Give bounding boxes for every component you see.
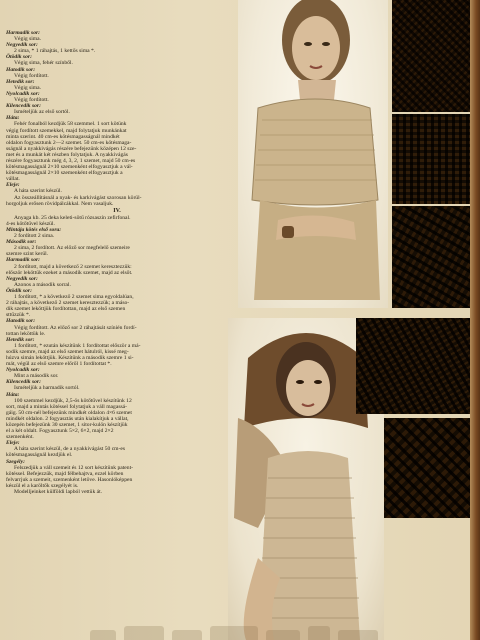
text-line: A háta szerint készül, de a nyakkivágást 50 cm-es: [14, 446, 126, 453]
text-line: Felszedjük a váll szemeit és 12 sort készítünk patent-: [14, 464, 133, 471]
section-heading: Kilencedik sor:: [6, 103, 41, 110]
text-line: horgoljuk erősen rövidpálcákkal. Nem vasaljuk.: [6, 200, 114, 207]
text-line: kötésmagasságnál 2×10 szemenként elfogyasztjuk a vál-: [6, 164, 133, 171]
text-line: dik szemet leköttjük fordítottan, majd az első szemen: [6, 306, 126, 313]
text-line: Ismételjük a harmadik sortól.: [14, 385, 80, 392]
text-line: szemenként.: [6, 434, 34, 441]
text-line: Modelljeinket külföldi lapból vettük át.: [14, 489, 103, 496]
text-line: végig fordított szemekkel, majd folytatjuk munkánkat: [6, 127, 127, 134]
pattern-text-column: [6, 30, 228, 635]
knit-swatch-1: [392, 0, 470, 112]
text-line: kötéssel. Befejezzük, majd félbehajtva, ezzel körben: [6, 470, 124, 477]
section-heading: Ötödik sor:: [6, 54, 32, 61]
section-heading: Szegély:: [6, 458, 25, 465]
text-line: Végig sima, fehér színből.: [14, 60, 73, 67]
text-line: sort, majd a mintás kötéssel folytatjuk a váll magassá-: [6, 403, 128, 410]
text-line: Az összeállításnál a nyak- és karkivágást szorosan körül-: [14, 194, 142, 201]
section-heading: Második sor:: [6, 239, 37, 246]
text-line: tottan leköttük le.: [6, 330, 46, 337]
text-line: Azonos a második sorral.: [14, 281, 71, 288]
text-line: közepén befejezünk 30 szemet, 1 sitor-kulön készítjük: [6, 422, 128, 428]
text-line: oldalon fogyasztunk 2—2 szemet. 50 cm-es kötésmaga-: [6, 139, 132, 146]
text-line: Anyaga kb. 25 deka keleti-sötű rózsaszín zefirfonal.: [14, 214, 131, 221]
text-line: el a két oldalt. Fogyasztunk 5×2, 6×2, majd 2×2: [6, 428, 114, 435]
section-heading: Háta:: [6, 115, 20, 122]
text-line: sodik szemre, majd az első szemet hátulról, kissé meg-: [6, 348, 129, 355]
text-line: Ismételjük az első sortól.: [14, 109, 70, 116]
section-heading: Mintája kötés első sora:: [6, 227, 62, 233]
text-line: 100 szemmel kezdjük, 2,5-ös kötőtűvel készítünk 12: [14, 397, 132, 404]
knit-swatch-5: [384, 418, 470, 518]
text-line: Végig fordított. Az előző sor 2 ráhajtását színién fordí-: [14, 324, 137, 331]
text-line: 2 ráhajtás, a következő 2 szemet keresztezzük; a máso-: [6, 300, 130, 307]
watermark: [0, 622, 472, 640]
text-line: részére fogyasztunk még 4, 3, 2, 1 szemet, majd 50 cm-es: [6, 157, 136, 164]
section-heading: Nyolcadik sor:: [6, 367, 40, 374]
section-heading: Ötödik sor:: [6, 287, 32, 294]
section-heading: Nyolcadik sor:: [6, 90, 40, 97]
model-illustration-top: [238, 0, 388, 308]
text-line: 4-es kötőtűvel készül.: [6, 220, 55, 227]
knit-swatch-2: [392, 114, 470, 204]
text-line: felvarrjuk a szemeit, szemenként letöve. Hasonlóképpen: [6, 476, 133, 483]
text-line: 1 fordított, * a következő 2 szemet sima egyoldalúan,: [14, 294, 134, 301]
text-line: Végig sima.: [14, 84, 42, 91]
section-heading: Kilencedik sor:: [6, 379, 41, 386]
text-line: sságnál a nyakkivágás részére befejezünk középen 12 sze-: [6, 145, 137, 152]
text-line: sttűzzük *.: [6, 312, 31, 319]
text-line: A háta szerint készül.: [14, 188, 62, 195]
text-line: met és a munkát két részben folytatjuk. A nyakkivágás: [6, 151, 128, 158]
text-line: 2 sima, 2 fordított. Az előző sor megfelelő szemeire: [14, 245, 130, 252]
text-line: kötésmagasságnál kezdjük el.: [6, 452, 73, 459]
text-line: Mint a második sor.: [14, 373, 59, 380]
model-photo-top: [238, 0, 388, 308]
text-line: 2 fordított, majd a következő 2 szemet keresztezzük:: [14, 263, 132, 270]
text-line: vállat.: [6, 176, 20, 183]
text-line: gáig. 50 cm-nél befejezünk mindkét oldalon 4×6 szemet: [6, 409, 132, 416]
text-line: Végig sima.: [14, 36, 42, 43]
text-line: Fehér fonalból kezdjük 58 szemmel. 1 sort kötünk: [14, 121, 127, 128]
section-heading: Negyedik sor:: [6, 42, 38, 49]
text-line: Végig fordított.: [14, 72, 49, 79]
text-line: mindkét oldalon. 2 fogyasztás után kialakítjuk a vállat,: [6, 415, 129, 422]
text-line: 2 fordított 2 sima.: [14, 233, 55, 240]
section-heading: Hetedik sor:: [6, 336, 35, 343]
text-line: készül el a karöltők szegélyét is.: [6, 482, 79, 489]
text-line: először leköttük ezeket a második szemet, majd az elsőt.: [6, 269, 133, 276]
knit-swatch-4: [356, 318, 470, 414]
section-heading: Eleje:: [6, 182, 20, 189]
text-line: Végig fordított.: [14, 97, 49, 104]
pattern-number: IV.: [113, 207, 121, 214]
text-line: 2 sima, * 1 ráhajtás, 1 kettős sima *.: [14, 48, 96, 55]
section-heading: Hatodik sor:: [6, 318, 36, 325]
text-line: mát, végül az első szemre előről 1 fordítottat *.: [6, 361, 112, 368]
section-heading: Harmadik sor:: [6, 30, 41, 36]
text-line: szemre szint kerül.: [6, 251, 49, 258]
section-heading: Negyedik sor:: [6, 275, 38, 282]
knit-swatch-3: [392, 206, 470, 308]
text-line: kötésmagasságnál 2×10 szemenként elfogyasztjuk a: [6, 170, 123, 177]
section-heading: Háta:: [6, 391, 20, 398]
section-heading: Harmadik sor:: [6, 257, 41, 264]
watermark-logo: [0, 622, 472, 640]
section-heading: Hetedik sor:: [6, 78, 35, 85]
text-line: minta szerint. 40 cm-es kötésmagasságnál mindkét: [6, 133, 120, 140]
section-heading: Hatodik sor:: [6, 66, 36, 73]
text-line: 1 fordított, * ezután készítünk 1 fordítottat először a má-: [14, 342, 141, 349]
text-line: húzva simán leköttjük. Készítünk a második szemre 1 si-: [6, 354, 134, 361]
section-heading: Eleje:: [6, 440, 20, 447]
page-spine: [470, 0, 480, 640]
